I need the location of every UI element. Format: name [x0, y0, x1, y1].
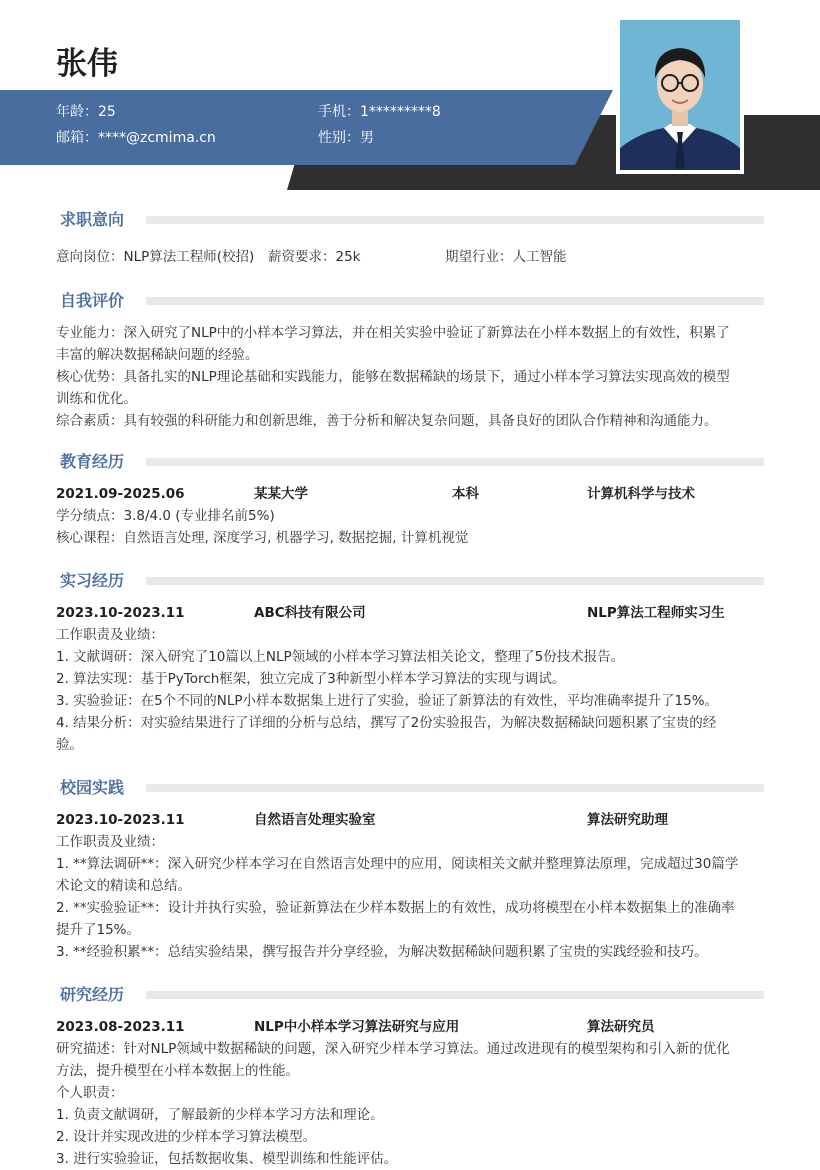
campus-date: 2023.10-2023.11 — [56, 812, 185, 828]
desired-salary: 薪资要求：25k — [268, 249, 361, 265]
internship-date: 2023.10-2023.11 — [56, 605, 185, 621]
research-section — [56, 983, 764, 1170]
self-evaluation-section — [56, 289, 764, 432]
text-line: 2. 算法实现：基于PyTorch框架，独立完成了3种新型小样本学习算法的实现与调试。 — [56, 671, 566, 687]
text-line: 核心课程：自然语言处理, 深度学习, 机器学习, 数据挖掘, 计算机视觉 — [56, 530, 469, 546]
portrait-image — [620, 20, 740, 170]
text-line: 工作职责及业绩： — [56, 627, 164, 643]
objective-title: 求职意向 — [60, 210, 125, 229]
section-divider — [146, 784, 764, 792]
organization-name: 自然语言处理实验室 — [254, 812, 376, 828]
phone-field: 手机：1*********8 — [318, 104, 441, 120]
candidate-name: 张伟 — [56, 46, 118, 82]
text-line: 3. 实验验证：在5个不同的NLP小样本数据集上进行了实验，验证了新算法的有效性，平均准确率提升了15%。 — [56, 693, 719, 709]
text-line: 核心优势：具备扎实的NLP理论基础和实践能力，能够在数据稀缺的场景下，通过小样本学习算法实现高效的模型 — [56, 369, 730, 385]
education-section — [56, 450, 764, 549]
text-line: 术论文的精读和总结。 — [56, 878, 191, 894]
text-line: 工作职责及业绩： — [56, 834, 164, 850]
text-line: 3. 进行实验验证，包括数据收集、模型训练和性能评估。 — [56, 1151, 398, 1167]
research-title: 研究经历 — [60, 985, 125, 1004]
campus-role: 算法研究助理 — [587, 812, 668, 828]
research-date: 2023.08-2023.11 — [56, 1019, 185, 1035]
degree: 本科 — [452, 486, 479, 502]
desired-industry: 期望行业：人工智能 — [445, 249, 567, 265]
section-divider — [146, 297, 764, 305]
internship-role: NLP算法工程师实习生 — [587, 605, 725, 621]
text-line: 1. **算法调研**：深入研究少样本学习在自然语言处理中的应用，阅读相关文献并整理算法原理，完成超过30篇学 — [56, 856, 739, 872]
section-divider — [146, 216, 764, 224]
self-evaluation-title: 自我评价 — [60, 291, 125, 310]
profile-photo — [616, 16, 744, 174]
internship-title: 实习经历 — [60, 571, 125, 590]
school-name: 某某大学 — [254, 486, 308, 502]
company-name: ABC科技有限公司 — [254, 605, 366, 621]
text-line: 2. **实验验证**：设计并执行实验，验证新算法在少样本数据上的有效性，成功将模型在小样本数据集上的准确率 — [56, 900, 735, 916]
desired-position: 意向岗位：NLP算法工程师(校招) — [56, 249, 255, 265]
education-title: 教育经历 — [60, 452, 125, 471]
campus-section — [56, 776, 764, 963]
section-divider — [146, 577, 764, 585]
objective-section — [56, 208, 764, 268]
internship-section — [56, 569, 764, 756]
text-line: 研究描述：针对NLP领域中数据稀缺的问题，深入研究少样本学习算法。通过改进现有的模型架构和引入新的优化 — [56, 1041, 730, 1057]
age-field: 年龄：25 — [56, 104, 116, 120]
text-line: 学分绩点：3.8/4.0 (专业排名前5%) — [56, 508, 275, 524]
text-line: 1. 负责文献调研，了解最新的少样本学习方法和理论。 — [56, 1107, 384, 1123]
research-role: 算法研究员 — [587, 1019, 655, 1035]
text-line: 2. 设计并实现改进的少样本学习算法模型。 — [56, 1129, 317, 1145]
gender-field: 性别：男 — [318, 130, 374, 146]
text-line: 3. **经验积累**：总结实验结果，撰写报告并分享经验，为解决数据稀缺问题积累了宝贵的实践经验和技巧。 — [56, 944, 708, 960]
text-line: 训练和优化。 — [56, 391, 137, 407]
section-divider — [146, 458, 764, 466]
text-line: 验。 — [56, 737, 83, 753]
text-line: 丰富的解决数据稀缺问题的经验。 — [56, 347, 259, 363]
text-line: 专业能力：深入研究了NLP中的小样本学习算法，并在相关实验中验证了新算法在小样本数据上的有效性，积累了 — [56, 325, 730, 341]
text-line: 4. 结果分析：对实验结果进行了详细的分析与总结，撰写了2份实验报告，为解决数据稀缺问题积累了宝贵的经 — [56, 715, 717, 731]
major: 计算机科学与技术 — [587, 486, 695, 502]
education-date: 2021.09-2025.06 — [56, 486, 185, 502]
text-line: 1. 文献调研：深入研究了10篇以上NLP领域的小样本学习算法相关论文，整理了5份技术报告。 — [56, 649, 625, 665]
text-line: 提升了15%。 — [56, 922, 141, 938]
campus-title: 校园实践 — [60, 778, 125, 797]
email-field: 邮箱：****@zcmima.cn — [56, 130, 216, 146]
text-line: 方法，提升模型在小样本数据上的性能。 — [56, 1063, 299, 1079]
text-line: 个人职责： — [56, 1085, 124, 1101]
project-name: NLP中小样本学习算法研究与应用 — [254, 1019, 460, 1035]
text-line: 综合素质：具有较强的科研能力和创新思维，善于分析和解决复杂问题，具备良好的团队合作精神和沟通能力。 — [56, 413, 718, 429]
section-divider — [146, 991, 764, 999]
